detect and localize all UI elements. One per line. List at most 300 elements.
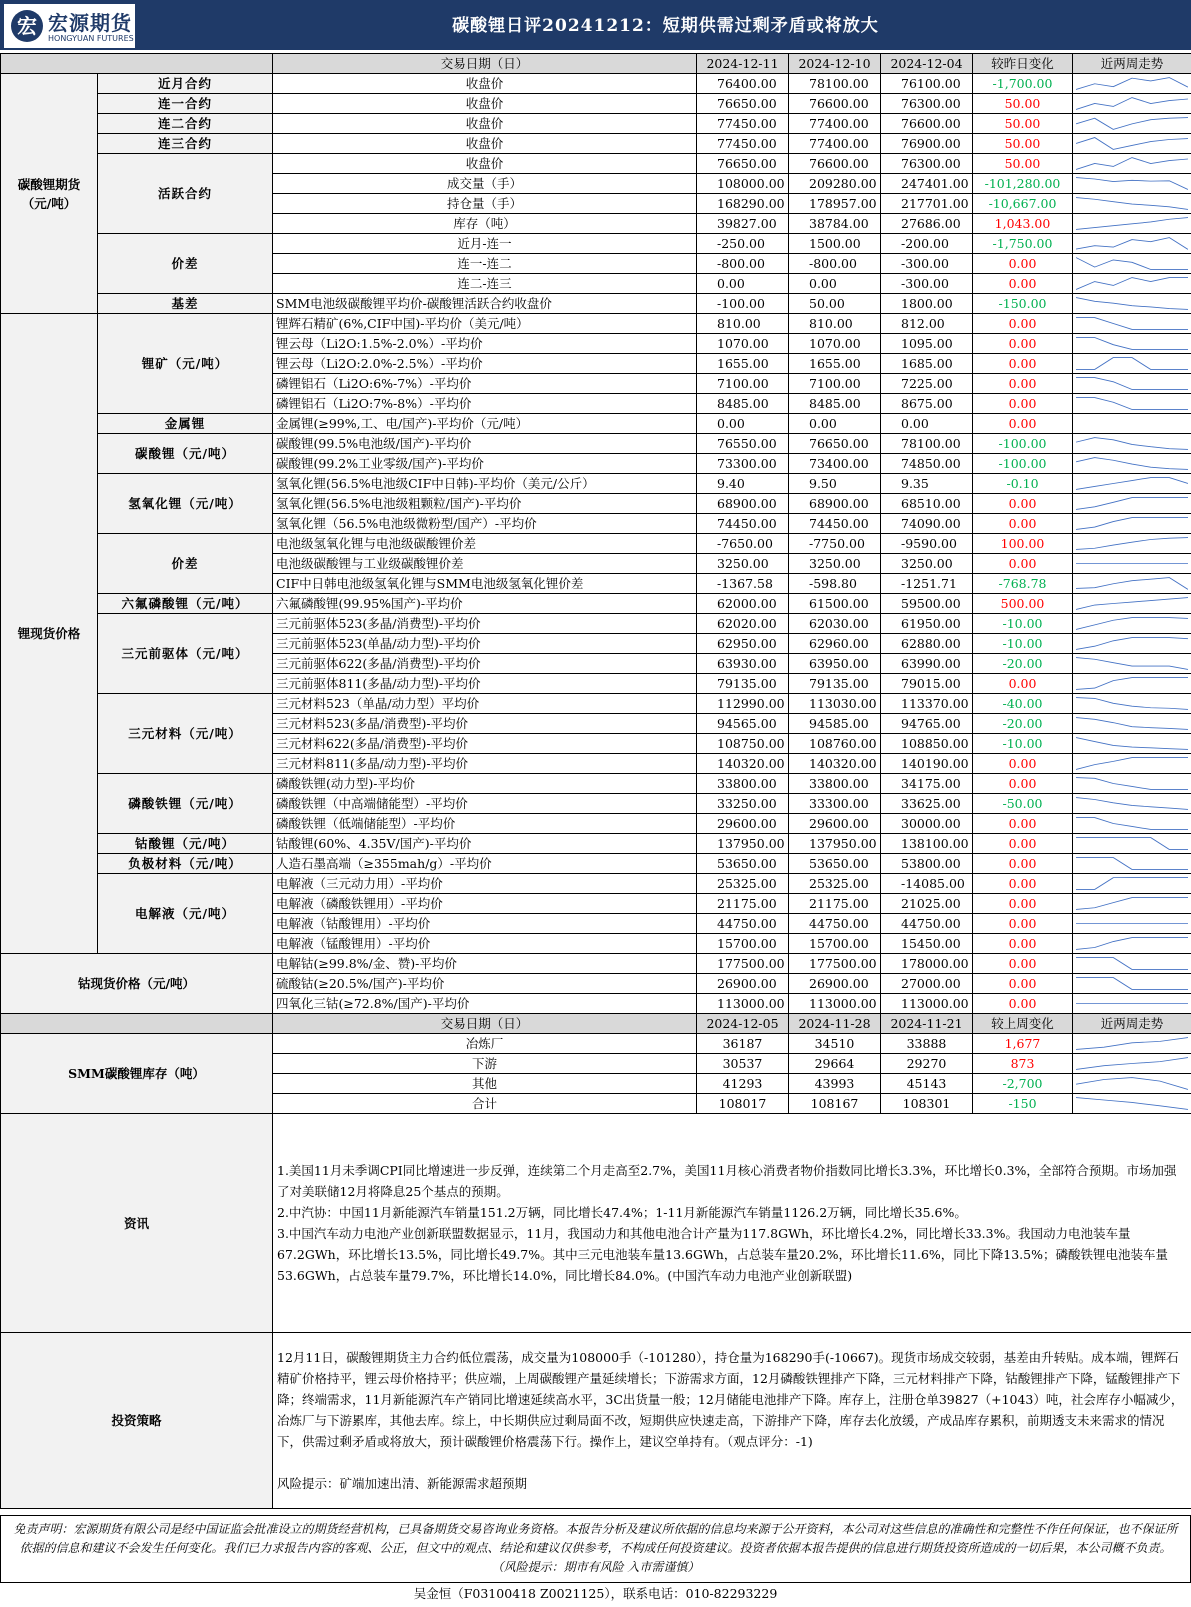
group-name: 锂矿（元/吨） [98, 314, 273, 414]
trend-sparkline [1076, 75, 1188, 92]
value-2: 137950.00 [789, 834, 881, 854]
change-value: -101,280.00 [973, 174, 1073, 194]
trend-cell [1073, 434, 1191, 454]
row-label: 电解液（三元动力用）-平均价 [273, 874, 697, 894]
change-value: 0.00 [973, 394, 1073, 414]
change-value: 0.00 [973, 754, 1073, 774]
value-2: 140320.00 [789, 754, 881, 774]
trend-cell [1073, 534, 1191, 554]
row-label: 金属锂(≥99%,工、电/国产)-平均价（元/吨） [273, 414, 697, 434]
trend-sparkline [1076, 215, 1188, 232]
row-label: 三元前驱体622(多晶/消费型)-平均价 [273, 654, 697, 674]
value-3: -300.00 [881, 274, 973, 294]
trend-cell [1073, 854, 1191, 874]
row-label: 硫酸钴(≥20.5%/国产)-平均价 [273, 974, 697, 994]
value-3: 108850.00 [881, 734, 973, 754]
inventory-row [1, 1034, 1191, 1054]
value-3: 217701.00 [881, 194, 973, 214]
trend-sparkline [1076, 915, 1188, 932]
change-value: 100.00 [973, 534, 1073, 554]
trend-sparkline [1076, 475, 1188, 492]
value-2: 73400.00 [789, 454, 881, 474]
group-name: 基差 [98, 294, 273, 314]
row-label: 四氧化三钴(≥72.8%/国产)-平均价 [273, 994, 697, 1014]
value-1: 168290.00 [697, 194, 789, 214]
value-3: 108301 [881, 1094, 973, 1114]
row-label: 合计 [273, 1094, 697, 1114]
trend-line [1076, 878, 1188, 890]
value-1: 41293 [697, 1074, 789, 1094]
change-value: -100.00 [973, 454, 1073, 474]
value-3: -9590.00 [881, 534, 973, 554]
change-value: 0.00 [973, 834, 1073, 854]
header-trend: 近两周走势 [1073, 54, 1191, 74]
trend-sparkline [1076, 135, 1188, 152]
trend-cell [1073, 1094, 1191, 1114]
table-header-row [1, 54, 1191, 74]
logo-mark-icon: 宏 [11, 10, 43, 42]
change-value: -150 [973, 1094, 1073, 1114]
value-2: 53650.00 [789, 854, 881, 874]
trend-sparkline [1076, 235, 1188, 252]
trend-sparkline [1076, 175, 1188, 192]
change-value: 1,043.00 [973, 214, 1073, 234]
header-date-1: 2024-12-11 [697, 54, 789, 74]
trend-cell [1073, 494, 1191, 514]
value-3: 0.00 [881, 414, 973, 434]
header-trend: 近两周走势 [1073, 1014, 1191, 1034]
trend-cell [1073, 874, 1191, 894]
change-value: -10.00 [973, 734, 1073, 754]
value-1: 108017 [697, 1094, 789, 1114]
change-value: 1,677 [973, 1034, 1073, 1054]
row-label: 氢氧化锂(56.5%电池级粗颗粒/国产)-平均价 [273, 494, 697, 514]
news-label: 资讯 [1, 1114, 273, 1333]
table-header-row [1, 1014, 1191, 1034]
data-table [0, 53, 1191, 1509]
value-2: 25325.00 [789, 874, 881, 894]
row-label: 收盘价 [273, 94, 697, 114]
trend-cell [1073, 674, 1191, 694]
change-value: 0.00 [973, 314, 1073, 334]
row-label: 氢氧化锂(56.5%电池级CIF中日韩)-平均价（美元/公斤） [273, 474, 697, 494]
value-2: 810.00 [789, 314, 881, 334]
row-label: 电解液（钴酸锂用）-平均价 [273, 914, 697, 934]
row-label: SMM电池级碳酸锂平均价-碳酸锂活跃合约收盘价 [273, 294, 697, 314]
trend-cell [1073, 374, 1191, 394]
group-name: 三元材料（元/吨） [98, 694, 273, 774]
trend-line [1076, 798, 1188, 810]
trend-sparkline [1076, 815, 1188, 832]
trend-line [1076, 858, 1188, 870]
trend-cell [1073, 174, 1191, 194]
value-2: 1070.00 [789, 334, 881, 354]
group-name: 价差 [98, 234, 273, 294]
header-date-2: 2024-11-28 [789, 1014, 881, 1034]
row-label: 锂云母（Li2O:2.0%-2.5%）-平均价 [273, 354, 697, 374]
value-1: 74450.00 [697, 514, 789, 534]
trend-cell [1073, 574, 1191, 594]
value-2: 9.50 [789, 474, 881, 494]
value-3: 1800.00 [881, 294, 973, 314]
value-3: 44750.00 [881, 914, 973, 934]
value-3: 21025.00 [881, 894, 973, 914]
value-1: 0.00 [697, 274, 789, 294]
value-3: 76100.00 [881, 74, 973, 94]
value-3: 74090.00 [881, 514, 973, 534]
trend-line [1076, 1098, 1188, 1110]
row-label: 收盘价 [273, 74, 697, 94]
value-1: 33800.00 [697, 774, 789, 794]
trend-line [1076, 898, 1188, 910]
value-1: -1367.58 [697, 574, 789, 594]
row-label: 锂辉石精矿(6%,CIF中国)-平均价（美元/吨） [273, 314, 697, 334]
value-1: 15700.00 [697, 934, 789, 954]
row-label: 三元前驱体811(多晶/动力型)-平均价 [273, 674, 697, 694]
value-1: 62950.00 [697, 634, 789, 654]
value-3: 76900.00 [881, 134, 973, 154]
value-2: 76600.00 [789, 94, 881, 114]
row-label: 磷锂铝石（Li2O:7%-8%）-平均价 [273, 394, 697, 414]
trend-cell [1073, 954, 1191, 974]
value-1: 94565.00 [697, 714, 789, 734]
trend-line [1076, 618, 1188, 630]
value-1: 68900.00 [697, 494, 789, 514]
row-label: 收盘价 [273, 134, 697, 154]
row-label: 三元材料523（单晶/动力型）平均价 [273, 694, 697, 714]
trend-sparkline [1076, 615, 1188, 632]
trend-line [1076, 238, 1188, 250]
trend-sparkline [1076, 675, 1188, 692]
value-2: 50.00 [789, 294, 881, 314]
value-1: 30537 [697, 1054, 789, 1074]
trend-sparkline [1076, 975, 1188, 992]
trend-cell [1073, 314, 1191, 334]
trend-cell [1073, 254, 1191, 274]
trend-line [1076, 1038, 1188, 1050]
trend-line [1076, 198, 1188, 210]
row-label: 碳酸锂(99.2%工业零级/国产)-平均价 [273, 454, 697, 474]
trend-cell [1073, 594, 1191, 614]
trend-line [1076, 438, 1188, 450]
trend-line [1076, 498, 1188, 510]
table-row [1, 414, 1191, 434]
value-3: 61950.00 [881, 614, 973, 634]
value-2: 177500.00 [789, 954, 881, 974]
inventory-category: SMM碳酸锂库存（吨） [1, 1034, 273, 1114]
group-name: 活跃合约 [98, 154, 273, 234]
trend-line [1076, 598, 1188, 610]
trend-line [1076, 138, 1188, 150]
row-label: 人造石墨高端（≥355mah/g）-平均价 [273, 854, 697, 874]
trend-sparkline [1076, 655, 1188, 672]
value-3: 178000.00 [881, 954, 973, 974]
trend-line [1076, 658, 1188, 670]
value-3: 1685.00 [881, 354, 973, 374]
change-value: 873 [973, 1054, 1073, 1074]
trend-line [1076, 778, 1188, 790]
value-2: -800.00 [789, 254, 881, 274]
value-1: 140320.00 [697, 754, 789, 774]
change-value: 0.00 [973, 554, 1073, 574]
trend-line [1076, 218, 1188, 230]
value-1: 810.00 [697, 314, 789, 334]
row-label: 三元材料622(多晶/消费型)-平均价 [273, 734, 697, 754]
value-1: 7100.00 [697, 374, 789, 394]
table-row [1, 594, 1191, 614]
trend-sparkline [1076, 875, 1188, 892]
header-date-3: 2024-12-04 [881, 54, 973, 74]
value-2: 63950.00 [789, 654, 881, 674]
logo-english-name: HONGYUAN FUTURES [48, 34, 134, 43]
trend-sparkline [1076, 395, 1188, 412]
row-label: 磷酸铁锂(动力型)-平均价 [273, 774, 697, 794]
change-value: 0.00 [973, 854, 1073, 874]
trend-sparkline [1076, 115, 1188, 132]
group-name: 金属锂 [98, 414, 273, 434]
trend-cell [1073, 914, 1191, 934]
row-label: 六氟磷酸锂(99.95%国产)-平均价 [273, 594, 697, 614]
value-1: -800.00 [697, 254, 789, 274]
value-1: 33250.00 [697, 794, 789, 814]
section-category: 钴现货价格（元/吨） [1, 954, 273, 1014]
change-value: 0.00 [973, 414, 1073, 434]
value-1: 25325.00 [697, 874, 789, 894]
value-2: 68900.00 [789, 494, 881, 514]
header-blank [1, 1014, 273, 1034]
change-value: 0.00 [973, 374, 1073, 394]
trend-line [1076, 678, 1188, 690]
value-3: 63990.00 [881, 654, 973, 674]
value-3: 62880.00 [881, 634, 973, 654]
value-1: 0.00 [697, 414, 789, 434]
trend-sparkline [1076, 935, 1188, 952]
value-3: 113370.00 [881, 694, 973, 714]
value-1: 62000.00 [697, 594, 789, 614]
value-1: 39827.00 [697, 214, 789, 234]
value-1: 76650.00 [697, 154, 789, 174]
value-2: 34510 [789, 1034, 881, 1054]
group-name: 电解液（元/吨） [98, 874, 273, 954]
trend-line [1076, 1078, 1188, 1090]
change-value: -10.00 [973, 614, 1073, 634]
report-header [0, 0, 1191, 52]
trend-line [1076, 518, 1188, 530]
value-2: 38784.00 [789, 214, 881, 234]
table-row [1, 474, 1191, 494]
trend-sparkline [1076, 535, 1188, 552]
trend-cell [1073, 554, 1191, 574]
group-name: 碳酸锂（元/吨） [98, 434, 273, 474]
group-name: 六氟磷酸锂（元/吨） [98, 594, 273, 614]
row-label: 三元前驱体523(单晶/动力型)-平均价 [273, 634, 697, 654]
change-value: -1,700.00 [973, 74, 1073, 94]
trend-line [1076, 938, 1188, 950]
row-label: 三元前驱体523(多晶/消费型)-平均价 [273, 614, 697, 634]
value-2: 21175.00 [789, 894, 881, 914]
value-2: 0.00 [789, 274, 881, 294]
value-1: 1070.00 [697, 334, 789, 354]
trend-sparkline [1076, 435, 1188, 452]
group-name: 连一合约 [98, 94, 273, 114]
trend-cell [1073, 774, 1191, 794]
group-name: 三元前驱体（元/吨） [98, 614, 273, 694]
analyst-contact: 吴金恒（F03100418 Z0021125），联系电话：010-82293229 [413, 1586, 778, 1601]
trend-sparkline [1076, 1075, 1188, 1092]
value-3: 7225.00 [881, 374, 973, 394]
header-date-2: 2024-12-10 [789, 54, 881, 74]
change-value: -20.00 [973, 654, 1073, 674]
value-1: 29600.00 [697, 814, 789, 834]
change-value: -1,750.00 [973, 234, 1073, 254]
table-row [1, 954, 1191, 974]
trend-cell [1073, 234, 1191, 254]
value-3: 53800.00 [881, 854, 973, 874]
trend-line [1076, 478, 1188, 490]
trend-sparkline [1076, 735, 1188, 752]
trend-sparkline [1076, 95, 1188, 112]
row-label: 电解液（磷酸铁锂用）-平均价 [273, 894, 697, 914]
trend-cell [1073, 894, 1191, 914]
value-3: 113000.00 [881, 994, 973, 1014]
trend-sparkline [1076, 495, 1188, 512]
row-label: 三元材料811(多晶/动力型)-平均价 [273, 754, 697, 774]
trend-line [1076, 338, 1188, 350]
value-3: -200.00 [881, 234, 973, 254]
row-label: 电解钴(≥99.8%/金、赞)-平均价 [273, 954, 697, 974]
value-3: 812.00 [881, 314, 973, 334]
value-2: 1500.00 [789, 234, 881, 254]
table-row [1, 314, 1191, 334]
value-1: 108750.00 [697, 734, 789, 754]
trend-cell [1073, 454, 1191, 474]
value-2: 113030.00 [789, 694, 881, 714]
value-3: 79015.00 [881, 674, 973, 694]
trend-sparkline [1076, 555, 1188, 572]
table-row [1, 154, 1191, 174]
value-2: 8485.00 [789, 394, 881, 414]
trend-sparkline [1076, 155, 1188, 172]
value-1: -7650.00 [697, 534, 789, 554]
value-1: -100.00 [697, 294, 789, 314]
trend-sparkline [1076, 895, 1188, 912]
trend-sparkline [1076, 755, 1188, 772]
value-2: 62960.00 [789, 634, 881, 654]
value-3: -1251.71 [881, 574, 973, 594]
value-3: 138100.00 [881, 834, 973, 854]
group-name: 氢氧化锂（元/吨） [98, 474, 273, 534]
value-1: 9.40 [697, 474, 789, 494]
trend-sparkline [1076, 855, 1188, 872]
change-value: 0.00 [973, 514, 1073, 534]
value-2: 29664 [789, 1054, 881, 1074]
news-row [1, 1114, 1191, 1333]
table-row [1, 74, 1191, 94]
trend-line [1076, 118, 1188, 130]
strategy-row [1, 1333, 1191, 1509]
trend-cell [1073, 1074, 1191, 1094]
value-1: 108000.00 [697, 174, 789, 194]
row-label: 库存（吨） [273, 214, 697, 234]
trend-line [1076, 98, 1188, 110]
trend-cell [1073, 634, 1191, 654]
value-2: 33800.00 [789, 774, 881, 794]
value-1: 76400.00 [697, 74, 789, 94]
row-label: 磷锂铝石（Li2O:6%-7%）-平均价 [273, 374, 697, 394]
trend-cell [1073, 1034, 1191, 1054]
trend-line [1076, 738, 1188, 750]
table-row [1, 834, 1191, 854]
value-2: 108167 [789, 1094, 881, 1114]
trend-cell [1073, 474, 1191, 494]
trend-sparkline [1076, 1055, 1188, 1072]
value-3: 76300.00 [881, 94, 973, 114]
row-label: 锂云母（Li2O:1.5%-2.0%）-平均价 [273, 334, 697, 354]
value-1: 21175.00 [697, 894, 789, 914]
value-1: 26900.00 [697, 974, 789, 994]
group-name: 连三合约 [98, 134, 273, 154]
value-2: 3250.00 [789, 554, 881, 574]
change-value: -10.00 [973, 634, 1073, 654]
row-label: 钴酸锂(60%、4.35V/国产)-平均价 [273, 834, 697, 854]
value-2: 15700.00 [789, 934, 881, 954]
change-value: 0.00 [973, 954, 1073, 974]
header-date-1: 2024-12-05 [697, 1014, 789, 1034]
value-1: 1655.00 [697, 354, 789, 374]
trend-line [1076, 838, 1188, 850]
trend-cell [1073, 1054, 1191, 1074]
disclaimer: 免责声明：宏源期货有限公司是经中国证监会批准设立的期货经营机构，已具备期货交易咨询业务资格。本报告分析及建议所依据的信息均来源于公开资料，本公司对这些信息的准确性和完整性不作任何保证，也不保证所依据的信息和建议不会发生任何变化。我们已力求报告内容的客观、公正，但文中的观点、结论和建议仅供参考，不构成任何投资建议。投资者依据本报告提供的信息进行期货投资所造成的一切后果，本公司概不负责。（风险提示：期市有风险 入市需谨慎） [0, 1515, 1191, 1583]
trend-line [1076, 818, 1188, 830]
value-3: 34175.00 [881, 774, 973, 794]
trend-cell [1073, 274, 1191, 294]
change-value: 0.00 [973, 894, 1073, 914]
value-3: 140190.00 [881, 754, 973, 774]
value-1: 62020.00 [697, 614, 789, 634]
trend-sparkline [1076, 515, 1188, 532]
change-value: 0.00 [973, 934, 1073, 954]
row-label: 其他 [273, 1074, 697, 1094]
value-2: 1655.00 [789, 354, 881, 374]
value-1: 53650.00 [697, 854, 789, 874]
header-blank [1, 54, 273, 74]
trend-cell [1073, 94, 1191, 114]
trend-line [1076, 318, 1188, 330]
change-value: 0.00 [973, 334, 1073, 354]
trend-line [1076, 758, 1188, 770]
change-value: -20.00 [973, 714, 1073, 734]
trend-cell [1073, 194, 1191, 214]
change-value: 0.00 [973, 874, 1073, 894]
trend-cell [1073, 754, 1191, 774]
trend-sparkline [1076, 355, 1188, 372]
row-label: 氢氧化锂（56.5%电池级微粉型/国产）-平均价 [273, 514, 697, 534]
value-2: 7100.00 [789, 374, 881, 394]
value-1: 8485.00 [697, 394, 789, 414]
company-logo [3, 3, 136, 49]
value-2: 209280.00 [789, 174, 881, 194]
table-row [1, 694, 1191, 714]
value-3: 8675.00 [881, 394, 973, 414]
value-1: 44750.00 [697, 914, 789, 934]
value-2: 44750.00 [789, 914, 881, 934]
trend-cell [1073, 414, 1191, 434]
value-2: 78100.00 [789, 74, 881, 94]
row-label: 冶炼厂 [273, 1034, 697, 1054]
value-2: -598.80 [789, 574, 881, 594]
trend-cell [1073, 714, 1191, 734]
change-value: -100.00 [973, 434, 1073, 454]
